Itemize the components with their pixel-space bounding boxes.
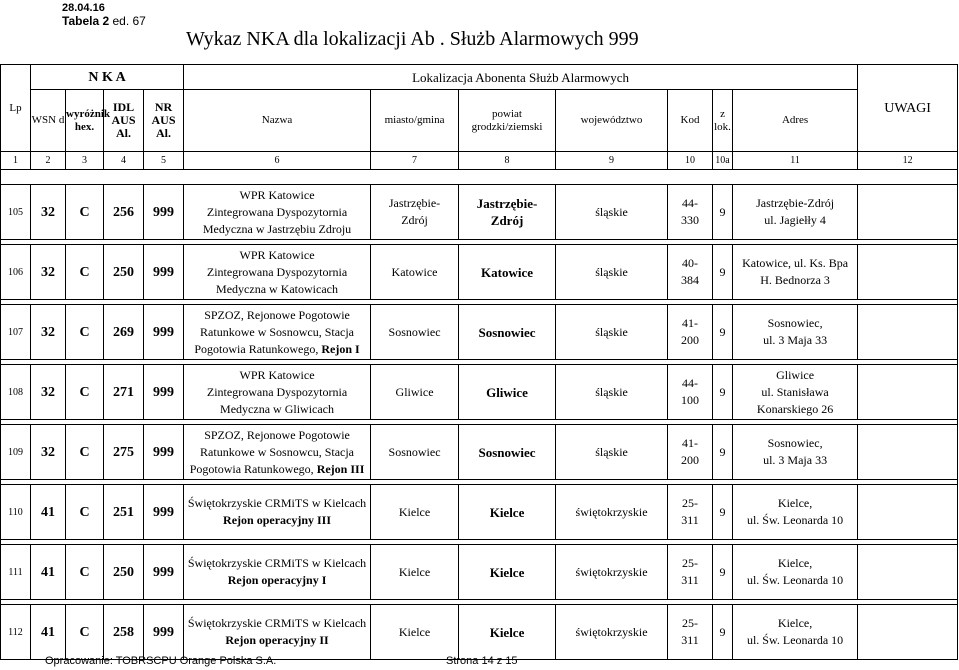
row-nazwa: SPZOZ, Rejonowe Pogotowie Ratunkowe w Sosnowcu, Stacja Pogotowia Ratunkowego, Rejon I bbox=[184, 305, 371, 360]
header-idl: IDL AUS Al. bbox=[104, 90, 144, 152]
row-kod: 25- 311 bbox=[668, 545, 713, 600]
row-idl: 271 bbox=[104, 365, 144, 420]
footer-page-number: Strona 14 z 15 bbox=[446, 655, 518, 667]
row-kod: 40- 384 bbox=[668, 245, 713, 300]
row-nazwa: WPR Katowice Zintegrowana Dyspozytornia Medyczna w Katowicach bbox=[184, 245, 371, 300]
row-wojewodztwo: świętokrzyskie bbox=[556, 605, 668, 660]
row-kod: 41- 200 bbox=[668, 425, 713, 480]
column-number: 6 bbox=[184, 152, 371, 170]
column-number: 4 bbox=[104, 152, 144, 170]
row-miasto: Katowice bbox=[371, 245, 459, 300]
row-lp: 108 bbox=[1, 365, 31, 420]
row-uwagi bbox=[858, 365, 958, 420]
row-powiat: Sosnowiec bbox=[459, 305, 556, 360]
table-row bbox=[1, 185, 958, 240]
column-number: 9 bbox=[556, 152, 668, 170]
document-date: 28.04.16 bbox=[62, 2, 105, 14]
table-row bbox=[1, 425, 958, 480]
row-wyroznik: C bbox=[66, 185, 104, 240]
row-wojewodztwo: śląskie bbox=[556, 245, 668, 300]
row-wyroznik: C bbox=[66, 605, 104, 660]
column-number-row bbox=[1, 152, 958, 170]
header-adres: Adres bbox=[733, 90, 858, 152]
row-powiat: Katowice bbox=[459, 245, 556, 300]
footer bbox=[45, 655, 518, 667]
nka-table bbox=[0, 64, 958, 660]
row-lp: 106 bbox=[1, 245, 31, 300]
row-lp: 109 bbox=[1, 425, 31, 480]
row-wojewodztwo: śląskie bbox=[556, 305, 668, 360]
row-nr: 999 bbox=[144, 185, 184, 240]
row-uwagi bbox=[858, 305, 958, 360]
row-lp: 112 bbox=[1, 605, 31, 660]
page-title: Wykaz NKA dla lokalizacji Ab . Służb Alarmowych 999 bbox=[186, 28, 639, 50]
column-number: 7 bbox=[371, 152, 459, 170]
row-adres: Katowice, ul. Ks. Bpa H. Bednorza 3 bbox=[733, 245, 858, 300]
row-adres: Kielce, ul. Św. Leonarda 10 bbox=[733, 605, 858, 660]
row-zlok: 9 bbox=[713, 365, 733, 420]
row-wojewodztwo: świętokrzyskie bbox=[556, 545, 668, 600]
row-zlok: 9 bbox=[713, 485, 733, 540]
table-row bbox=[1, 605, 958, 660]
row-wyroznik: C bbox=[66, 245, 104, 300]
row-wojewodztwo: śląskie bbox=[556, 185, 668, 240]
row-adres: Gliwice ul. Stanisława Konarskiego 26 bbox=[733, 365, 858, 420]
header-nr: NR AUS Al. bbox=[144, 90, 184, 152]
row-nazwa: Świętokrzyskie CRMiTS w Kielcach Rejon operacyjny I bbox=[184, 545, 371, 600]
row-lp: 107 bbox=[1, 305, 31, 360]
row-adres: Jastrzębie-Zdrój ul. Jagiełły 4 bbox=[733, 185, 858, 240]
table-row bbox=[1, 365, 958, 420]
row-nr: 999 bbox=[144, 305, 184, 360]
row-adres: Kielce, ul. Św. Leonarda 10 bbox=[733, 545, 858, 600]
row-miasto: Gliwice bbox=[371, 365, 459, 420]
row-wsn: 32 bbox=[31, 185, 66, 240]
row-powiat: Gliwice bbox=[459, 365, 556, 420]
row-zlok: 9 bbox=[713, 545, 733, 600]
row-nr: 999 bbox=[144, 545, 184, 600]
row-idl: 250 bbox=[104, 245, 144, 300]
row-wsn: 32 bbox=[31, 305, 66, 360]
row-nr: 999 bbox=[144, 425, 184, 480]
row-zlok: 9 bbox=[713, 605, 733, 660]
header-nazwa: Nazwa bbox=[184, 90, 371, 152]
header-lp: Lp bbox=[1, 65, 31, 152]
row-nazwa: Świętokrzyskie CRMiTS w Kielcach Rejon operacyjny III bbox=[184, 485, 371, 540]
row-miasto: Sosnowiec bbox=[371, 425, 459, 480]
header-lokalizacja: Lokalizacja Abonenta Służb Alarmowych bbox=[184, 65, 858, 90]
row-wsn: 41 bbox=[31, 485, 66, 540]
row-nazwa: WPR Katowice Zintegrowana Dyspozytornia Medyczna w Jastrzębiu Zdroju bbox=[184, 185, 371, 240]
column-number: 10 bbox=[668, 152, 713, 170]
row-wyroznik: C bbox=[66, 545, 104, 600]
row-nr: 999 bbox=[144, 485, 184, 540]
row-idl: 269 bbox=[104, 305, 144, 360]
row-idl: 258 bbox=[104, 605, 144, 660]
row-lp: 111 bbox=[1, 545, 31, 600]
table-label: Tabela 2 bbox=[62, 14, 110, 28]
row-wyroznik: C bbox=[66, 305, 104, 360]
row-wsn: 41 bbox=[31, 545, 66, 600]
row-wyroznik: C bbox=[66, 425, 104, 480]
row-wyroznik: C bbox=[66, 365, 104, 420]
row-nazwa: SPZOZ, Rejonowe Pogotowie Ratunkowe w Sosnowcu, Stacja Pogotowia Ratunkowego, Rejon III bbox=[184, 425, 371, 480]
row-powiat: Sosnowiec bbox=[459, 425, 556, 480]
column-number: 5 bbox=[144, 152, 184, 170]
header-wojewodztwo: województwo bbox=[556, 90, 668, 152]
table-row bbox=[1, 305, 958, 360]
row-idl: 251 bbox=[104, 485, 144, 540]
row-lp: 105 bbox=[1, 185, 31, 240]
row-uwagi bbox=[858, 245, 958, 300]
footer-source: Opracowanie: TOBRSCPU Orange Polska S.A. bbox=[45, 655, 277, 667]
row-idl: 250 bbox=[104, 545, 144, 600]
column-number: 1 bbox=[1, 152, 31, 170]
row-nazwa: Świętokrzyskie CRMiTS w Kielcach Rejon operacyjny II bbox=[184, 605, 371, 660]
column-number: 2 bbox=[31, 152, 66, 170]
row-adres: Kielce, ul. Św. Leonarda 10 bbox=[733, 485, 858, 540]
row-uwagi bbox=[858, 545, 958, 600]
row-kod: 25- 311 bbox=[668, 605, 713, 660]
row-miasto: Kielce bbox=[371, 485, 459, 540]
row-nr: 999 bbox=[144, 245, 184, 300]
row-kod: 41- 200 bbox=[668, 305, 713, 360]
row-adres: Sosnowiec, ul. 3 Maja 33 bbox=[733, 425, 858, 480]
column-number: 11 bbox=[733, 152, 858, 170]
row-wsn: 32 bbox=[31, 245, 66, 300]
table-row bbox=[1, 545, 958, 600]
row-miasto: Kielce bbox=[371, 545, 459, 600]
row-miasto: Sosnowiec bbox=[371, 305, 459, 360]
row-idl: 256 bbox=[104, 185, 144, 240]
row-uwagi bbox=[858, 425, 958, 480]
column-number: 12 bbox=[858, 152, 958, 170]
row-idl: 275 bbox=[104, 425, 144, 480]
header-miasto: miasto/gmina bbox=[371, 90, 459, 152]
row-powiat: Kielce bbox=[459, 545, 556, 600]
row-kod: 44- 100 bbox=[668, 365, 713, 420]
table-row bbox=[1, 245, 958, 300]
row-zlok: 9 bbox=[713, 185, 733, 240]
header-zlok: z lok. bbox=[713, 90, 733, 152]
row-powiat: Jastrzębie- Zdrój bbox=[459, 185, 556, 240]
row-nazwa: WPR Katowice Zintegrowana Dyspozytornia Medyczna w Gliwicach bbox=[184, 365, 371, 420]
header-kod: Kod bbox=[668, 90, 713, 152]
column-number: 3 bbox=[66, 152, 104, 170]
row-wsn: 41 bbox=[31, 605, 66, 660]
row-zlok: 9 bbox=[713, 245, 733, 300]
row-nr: 999 bbox=[144, 365, 184, 420]
row-wojewodztwo: śląskie bbox=[556, 425, 668, 480]
header-wyroznik: wyróżnik hex. bbox=[66, 90, 104, 152]
row-lp: 110 bbox=[1, 485, 31, 540]
row-uwagi bbox=[858, 485, 958, 540]
row-uwagi bbox=[858, 605, 958, 660]
row-wojewodztwo: śląskie bbox=[556, 365, 668, 420]
row-zlok: 9 bbox=[713, 305, 733, 360]
row-wsn: 32 bbox=[31, 425, 66, 480]
row-uwagi bbox=[858, 185, 958, 240]
row-kod: 25- 311 bbox=[668, 485, 713, 540]
row-wsn: 32 bbox=[31, 365, 66, 420]
row-adres: Sosnowiec, ul. 3 Maja 33 bbox=[733, 305, 858, 360]
row-miasto: Kielce bbox=[371, 605, 459, 660]
row-zlok: 9 bbox=[713, 425, 733, 480]
table-number bbox=[62, 15, 146, 28]
row-powiat: Kielce bbox=[459, 605, 556, 660]
table-row bbox=[1, 485, 958, 540]
row-powiat: Kielce bbox=[459, 485, 556, 540]
row-wojewodztwo: świętokrzyskie bbox=[556, 485, 668, 540]
row-wyroznik: C bbox=[66, 485, 104, 540]
column-number: 10a bbox=[713, 152, 733, 170]
row-kod: 44- 330 bbox=[668, 185, 713, 240]
row-miasto: Jastrzębie- Zdrój bbox=[371, 185, 459, 240]
header-nka: N K A bbox=[31, 65, 184, 90]
row-nr: 999 bbox=[144, 605, 184, 660]
header-wsn: WSN d bbox=[31, 90, 66, 152]
edition-label: ed. 67 bbox=[109, 14, 146, 28]
header-powiat: powiat grodzki/ziemski bbox=[459, 90, 556, 152]
header-uwagi: UWAGI bbox=[858, 65, 958, 152]
row-separator bbox=[1, 170, 958, 185]
column-number: 8 bbox=[459, 152, 556, 170]
